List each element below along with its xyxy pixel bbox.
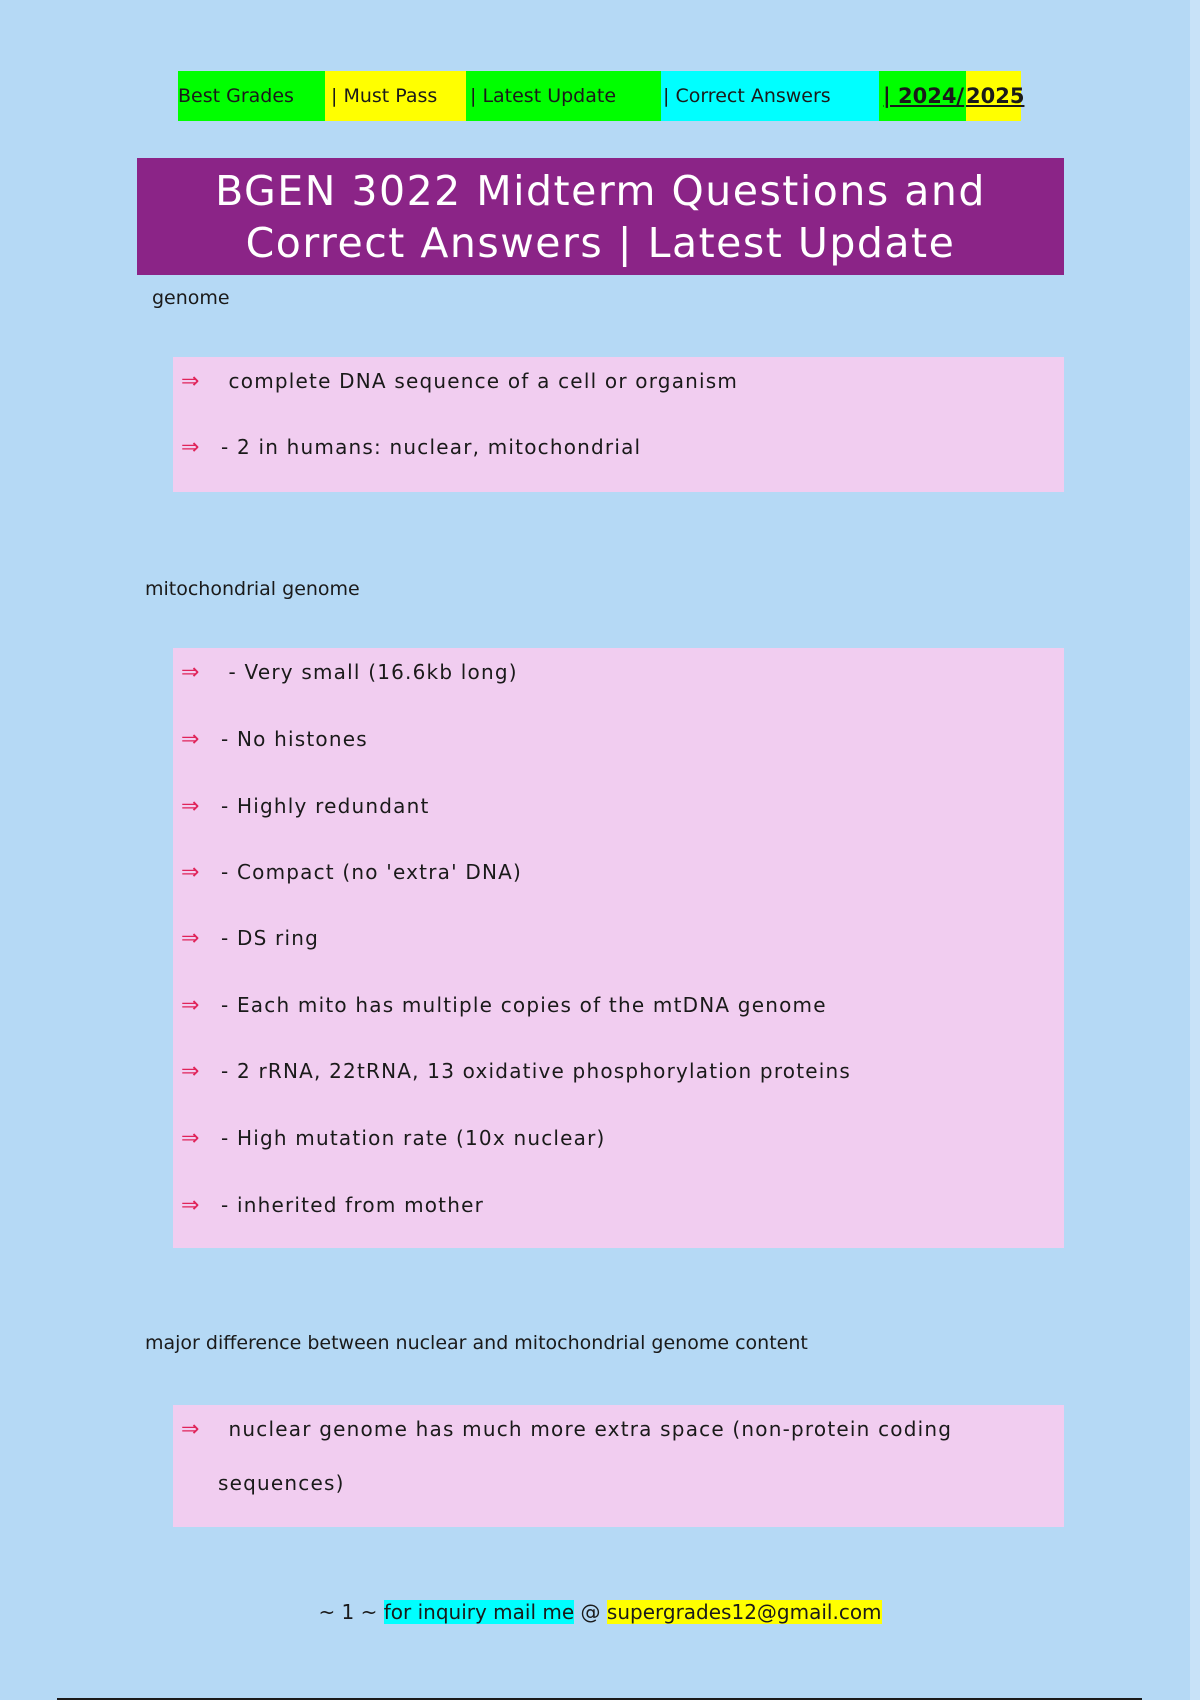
answer-line: ⇒ - inherited from mother	[181, 1193, 485, 1218]
question-genome: genome	[152, 287, 230, 309]
page-number: ~ 1 ~	[318, 1600, 384, 1624]
banner-must-pass: | Must Pass	[325, 71, 466, 121]
question-mitochondrial-genome: mitochondrial genome	[145, 578, 360, 600]
banner-best-grades: Best Grades	[178, 71, 325, 121]
answer-line: ⇒ - Highly redundant	[181, 794, 430, 819]
answer-box-genome	[173, 357, 1064, 492]
arrow-icon: ⇒	[181, 794, 201, 819]
answer-line: ⇒ - Very small (16.6kb long)	[181, 660, 518, 685]
top-banner	[178, 71, 1025, 121]
arrow-icon: ⇒	[181, 1417, 201, 1442]
answer-line: ⇒ - No histones	[181, 727, 368, 752]
answer-box-mitochondrial	[173, 648, 1064, 1248]
banner-year-start: | 2024/	[879, 71, 966, 121]
arrow-icon: ⇒	[181, 926, 201, 951]
banner-correct-answers: | Correct Answers	[661, 71, 879, 121]
answer-line: ⇒ nuclear genome has much more extra space (non-protein coding	[181, 1417, 953, 1442]
arrow-icon: ⇒	[181, 727, 201, 752]
answer-line: ⇒ - High mutation rate (10x nuclear)	[181, 1126, 606, 1151]
arrow-icon: ⇒	[181, 1059, 201, 1084]
answer-line: ⇒ complete DNA sequence of a cell or organism	[181, 369, 739, 394]
answer-line: ⇒ - Each mito has multiple copies of the mtDNA genome	[181, 993, 827, 1018]
answer-line: ⇒ - DS ring	[181, 926, 319, 951]
inquiry-text: for inquiry mail me	[383, 1600, 575, 1624]
banner-latest-update: | Latest Update	[466, 71, 661, 121]
arrow-icon: ⇒	[181, 660, 201, 685]
document-title: BGEN 3022 Midterm Questions and Correct Answers | Latest Update	[137, 158, 1064, 275]
page-edge	[1190, 0, 1200, 1700]
arrow-icon: ⇒	[181, 1126, 201, 1151]
answer-box-nuclear-vs-mito	[173, 1405, 1064, 1527]
question-nuclear-vs-mito: major difference between nuclear and mitochondrial genome content	[145, 1332, 808, 1354]
answer-line: ⇒ - Compact (no 'extra' DNA)	[181, 860, 522, 885]
answer-line: ⇒ - 2 in humans: nuclear, mitochondrial	[181, 435, 642, 460]
arrow-icon: ⇒	[181, 993, 201, 1018]
answer-line: ⇒ - 2 rRNA, 22tRNA, 13 oxidative phosphorylation proteins	[181, 1059, 852, 1084]
at-sign: @	[574, 1600, 607, 1624]
arrow-icon: ⇒	[181, 435, 201, 460]
answer-line-continuation: sequences)	[218, 1471, 345, 1495]
banner-year-end: 2025	[966, 71, 1021, 121]
arrow-icon: ⇒	[181, 1193, 201, 1218]
page-footer	[0, 1600, 1200, 1624]
arrow-icon: ⇒	[181, 860, 201, 885]
contact-email: supergrades12@gmail.com	[606, 1600, 882, 1624]
arrow-icon: ⇒	[181, 369, 201, 394]
